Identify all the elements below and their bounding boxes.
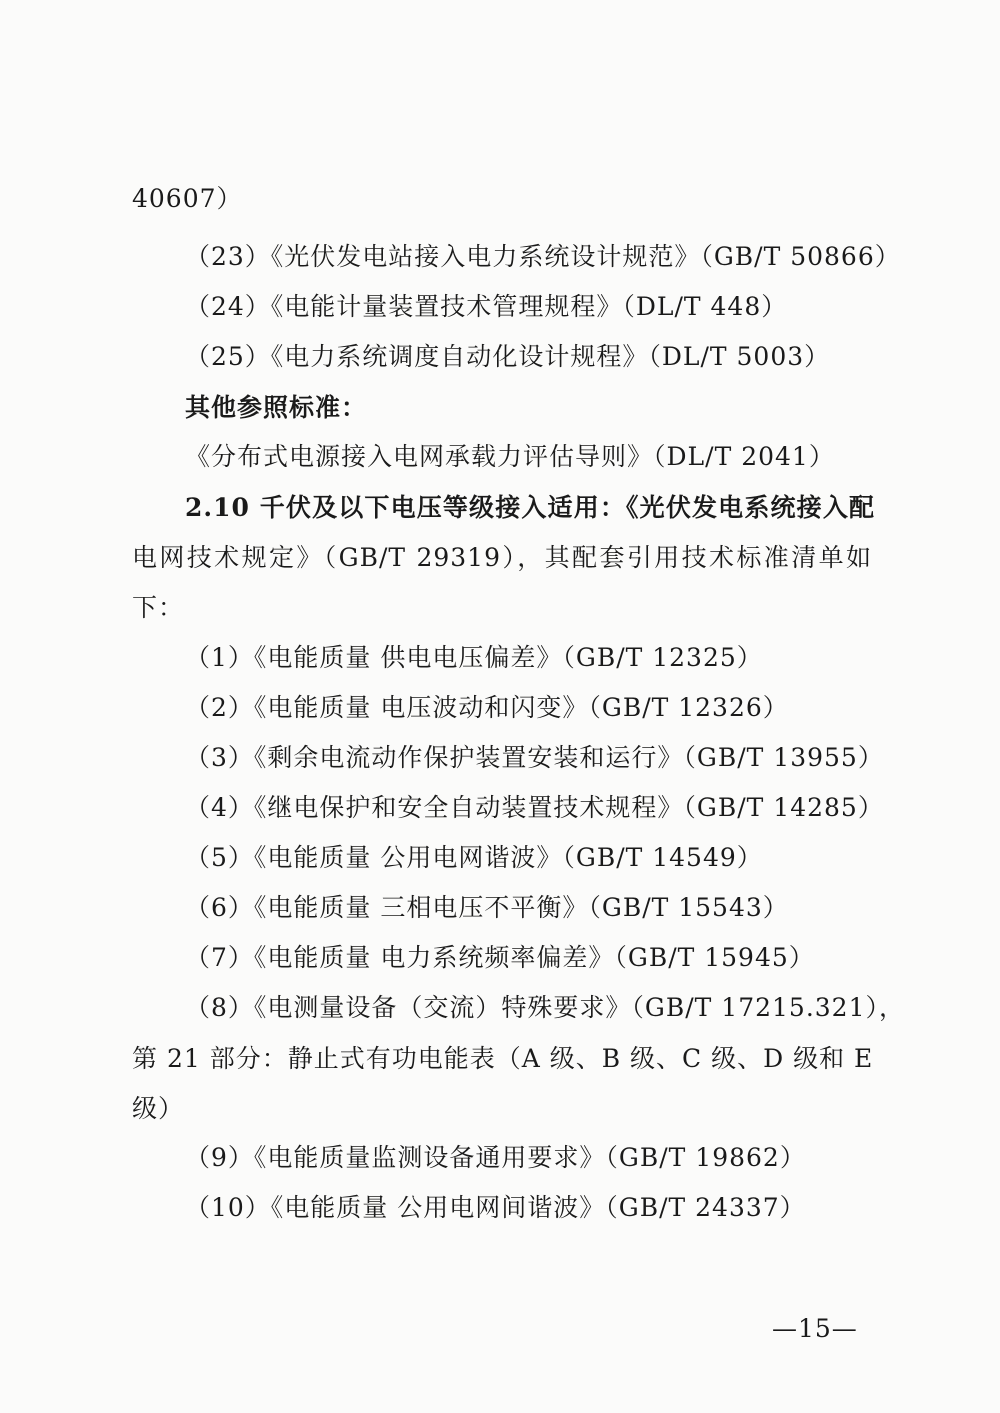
paragraph-line-3: 下： bbox=[132, 593, 185, 622]
list-item-25: （25）《电力系统调度自动化设计规程》（DL/T 5003） bbox=[185, 342, 831, 371]
list-item-2: （2）《电能质量 电压波动和闪变》（GB/T 12326） bbox=[185, 693, 789, 722]
list-item-10: （10）《电能质量 公用电网间谐波》（GB/T 24337） bbox=[185, 1193, 806, 1222]
list-item-3: （3）《剩余电流动作保护装置安装和运行》（GB/T 13955） bbox=[185, 743, 884, 772]
list-item-7: （7）《电能质量 电力系统频率偏差》（GB/T 15945） bbox=[185, 943, 815, 972]
section-heading-other-standards: 其他参照标准： bbox=[185, 393, 368, 422]
list-item-24: （24）《电能计量装置技术管理规程》（DL/T 448） bbox=[185, 292, 788, 321]
list-item-8-continuation-end: 级） bbox=[132, 1094, 185, 1123]
list-item-4: （4）《继电保护和安全自动装置技术规程》（GB/T 14285） bbox=[185, 793, 884, 822]
list-item-6: （6）《电能质量 三相电压不平衡》（GB/T 15543） bbox=[185, 893, 789, 922]
list-item-1: （1）《电能质量 供电电压偏差》（GB/T 12325） bbox=[185, 643, 763, 672]
text-line-continuation: 40607） bbox=[132, 184, 243, 213]
list-item-other-standard: 《分布式电源接入电网承载力评估导则》（DL/T 2041） bbox=[185, 442, 835, 471]
section-heading-2-10: 2.10 千伏及以下电压等级接入适用：《光伏发电系统接入配 bbox=[185, 493, 875, 522]
paragraph-line-2: 电网技术规定》（GB/T 29319），其配套引用技术标准清单如 bbox=[132, 543, 872, 572]
page-number: —15— bbox=[772, 1314, 858, 1343]
list-item-23: （23）《光伏发电站接入电力系统设计规范》（GB/T 50866） bbox=[185, 242, 901, 271]
list-item-8-continuation: 第 21 部分：静止式有功电能表（A 级、B 级、C 级、D 级和 E bbox=[132, 1044, 874, 1073]
list-item-9: （9）《电能质量监测设备通用要求》（GB/T 19862） bbox=[185, 1143, 806, 1172]
list-item-8: （8）《电测量设备（交流）特殊要求》（GB/T 17215.321）， bbox=[185, 993, 905, 1022]
list-item-5: （5）《电能质量 公用电网谐波》（GB/T 14549） bbox=[185, 843, 763, 872]
